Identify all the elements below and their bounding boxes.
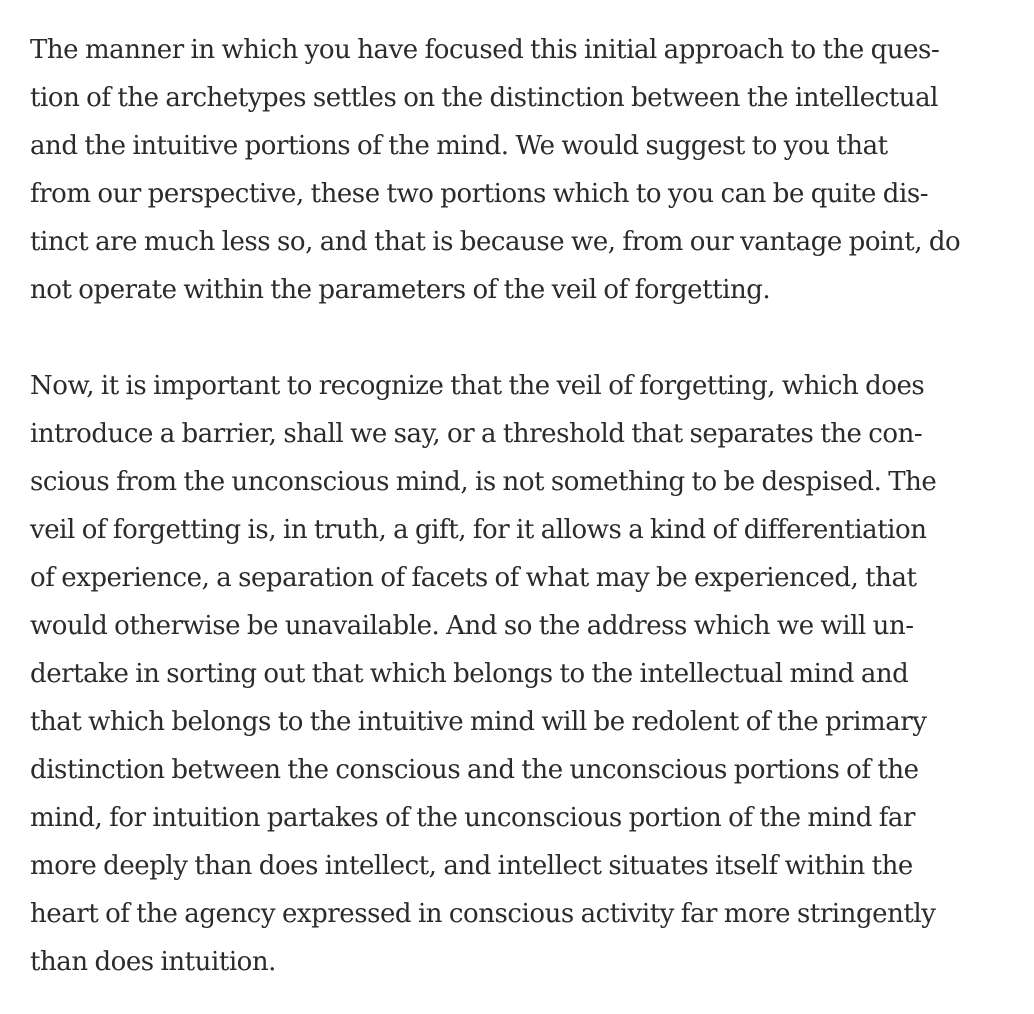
paragraph-spacer: [30, 314, 1010, 362]
text-line: heart of the agency expressed in conscious activity far more stringently: [30, 899, 936, 929]
paragraph-2: [30, 362, 1010, 986]
text-line: than does intuition.: [30, 947, 276, 977]
text-line: tinct are much less so, and that is because we, from our vantage point, do: [30, 227, 961, 257]
text-line: dertake in sorting out that which belongs to the intellectual mind and: [30, 659, 909, 689]
text-line: not operate within the parameters of the veil of forgetting.: [30, 275, 771, 305]
text-line: would otherwise be unavailable. And so the address which we will un-: [30, 611, 914, 641]
text-line: distinction between the conscious and the unconscious portions of the: [30, 755, 919, 785]
text-line: more deeply than does intellect, and intellect situates itself within the: [30, 851, 913, 881]
text-line: and the intuitive portions of the mind. We would suggest to you that: [30, 131, 888, 161]
text-line: mind, for intuition partakes of the unconscious portion of the mind far: [30, 803, 915, 833]
text-line: The manner in which you have focused this initial approach to the ques-: [30, 35, 940, 65]
text-line: introduce a barrier, shall we say, or a threshold that separates the con-: [30, 419, 923, 449]
text-line: tion of the archetypes settles on the distinction between the intellectual: [30, 83, 938, 113]
text-line: veil of forgetting is, in truth, a gift, for it allows a kind of differentiation: [30, 515, 927, 545]
paragraph-1: [30, 26, 1010, 314]
text-line: scious from the unconscious mind, is not something to be despised. The: [30, 467, 937, 497]
text-line: that which belongs to the intuitive mind will be redolent of the primary: [30, 707, 927, 737]
text-line: from our perspective, these two portions which to you can be quite dis-: [30, 179, 929, 209]
text-line: of experience, a separation of facets of what may be experienced, that: [30, 563, 917, 593]
text-line: Now, it is important to recognize that the veil of forgetting, which does: [30, 371, 925, 401]
